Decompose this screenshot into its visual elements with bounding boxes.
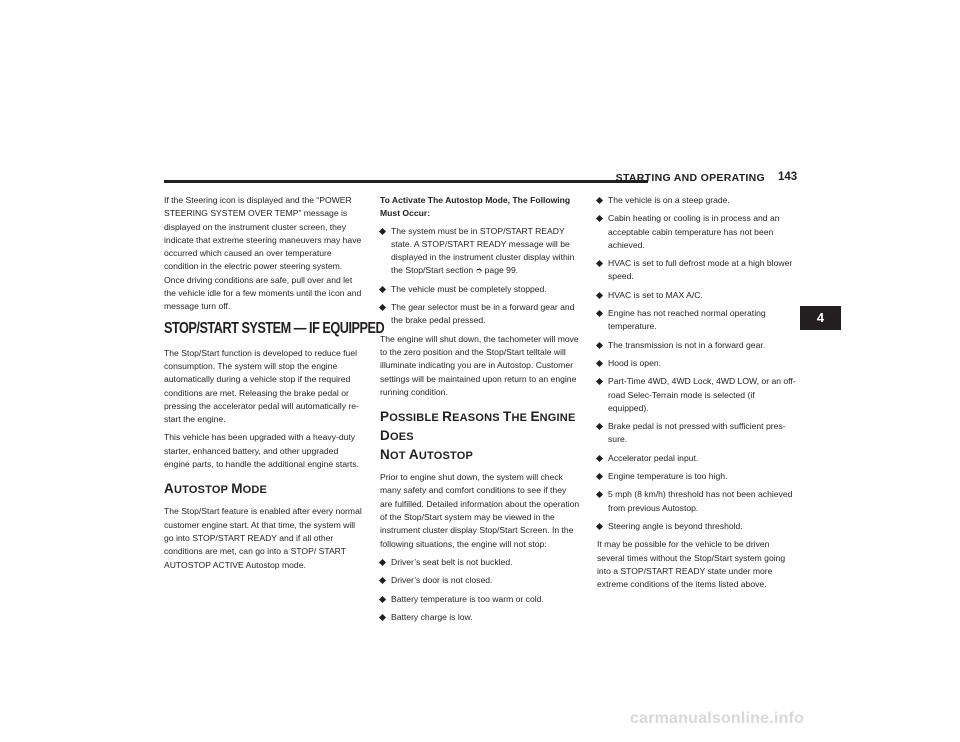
subheading-possible-reasons: POSSIBLE REASONS THE ENGINE DOES NOT AUTOSTOP	[380, 409, 576, 463]
paragraph-extreme-conditions: It may be possible for the vehicle to be driven several times without the Stop/Start system going into a STOP/START READY state under more extreme conditions of the items listed above.	[597, 539, 786, 590]
page-reference-arrow-icon: ➮	[475, 266, 483, 276]
list-item: Battery charge is low.	[380, 611, 580, 624]
paragraph-autostop-enabled: The Stop/Start feature is enabled after every normal customer engine start. At that time, the system will go into STOP/START READY and if all other conditions are met, can go into a STOP/ START AUTOSTOP ACTIVE Autostop mode.	[164, 506, 362, 570]
paragraph-steering-icon: If the Steering icon is displayed and the “POWER STEERING SYSTEM OVER TEMP” message is displayed on the instrument cluster screen, they indicate that extreme steering maneuvers may have occurred which caused an over temperature condition in the electric power steering system. Once driving conditions are safe, pull over and let the vehicle idle for a few moments until the icon and message turn off.	[164, 195, 362, 312]
list-item: HVAC is set to full defrost mode at a high blower speed.	[597, 257, 797, 284]
list-activate-conditions	[380, 225, 580, 328]
chapter-tab: 4	[800, 306, 841, 330]
list-item: Engine has not reached normal operating temperature.	[597, 307, 797, 334]
section-title-stop-start: STOP/START SYSTEM — IF EQUIPPED	[164, 319, 385, 337]
list-item: Part-Time 4WD, 4WD Lock, 4WD LOW, or an off-road Selec-Terrain mode is selected (if equipped).	[597, 375, 797, 415]
paragraph-stop-start-function: The Stop/Start function is developed to reduce fuel consumption. The system will stop the engine automatically during a vehicle stop if the required conditions are met. Releasing the brake pedal or pressing the accelerator pedal will automatically re-start the engine.	[164, 347, 359, 425]
list-item: 5 mph (8 km/h) threshold has not been achieved from previous Autostop.	[597, 488, 797, 515]
lead-activate-autostop: To Activate The Autostop Mode, The Following Must Occur:	[380, 195, 571, 219]
list-no-autostop-reasons-1	[380, 556, 580, 624]
subheading-autostop-mode: AUTOSTOP MODE	[164, 481, 268, 497]
watermark: carmanualsonline.info	[630, 710, 805, 727]
running-header-title: STARTING AND OPERATING	[615, 172, 765, 184]
paragraph-heavy-duty-starter: This vehicle has been upgraded with a heavy-duty starter, enhanced battery, and other upgraded engine parts, to handle the additional engine starts.	[164, 432, 359, 470]
list-item: Accelerator pedal input.	[597, 452, 797, 465]
list-item: Steering angle is beyond threshold.	[597, 520, 797, 533]
list-item: Driver’s seat belt is not buckled.	[380, 556, 580, 569]
column-left	[164, 194, 385, 577]
list-item: HVAC is set to MAX A/C.	[597, 289, 797, 302]
list-item: Brake pedal is not pressed with sufficient pres- sure.	[597, 420, 797, 447]
paragraph-prior-to-shutdown: Prior to engine shut down, the system will check many safety and comfort conditions to see if they are fulfilled. Detailed information about the operation of the Stop/Start system may be viewed in the instrument cluster display Stop/Start Screen. In the following situations, the engine will not stop:	[380, 472, 580, 549]
column-right	[597, 194, 797, 596]
list-item: The vehicle is on a steep grade.	[597, 194, 797, 207]
list-item: The transmission is not in a forward gear.	[597, 339, 797, 352]
list-item: Engine temperature is too high.	[597, 470, 797, 483]
list-item: Battery temperature is too warm or cold.	[380, 593, 580, 606]
page-reference-link[interactable]: page 99.	[484, 265, 519, 276]
list-item: The gear selector must be in a forward gear and the brake pedal pressed.	[380, 301, 580, 328]
list-item: Cabin heating or cooling is in process and an acceptable cabin temperature has not been achieved.	[597, 212, 797, 252]
column-middle	[380, 194, 580, 629]
list-item: Hood is open.	[597, 357, 797, 370]
list-item: The vehicle must be completely stopped.	[380, 283, 580, 296]
page-number: 143	[778, 171, 798, 183]
paragraph-engine-shutdown: The engine will shut down, the tachometer will move to the zero position and the Stop/Start telltale will illuminate indicating you are in Autostop. Customer settings will be maintained upon return to an engine running condition.	[380, 333, 579, 397]
list-item: The system must be in STOP/START READY state. A STOP/START READY message will be displayed in the instrument cluster display within the Stop/Start section ➮ page 99.	[380, 225, 580, 278]
list-no-autostop-reasons-2	[597, 194, 797, 533]
list-item: Driver’s door is not closed.	[380, 574, 580, 587]
